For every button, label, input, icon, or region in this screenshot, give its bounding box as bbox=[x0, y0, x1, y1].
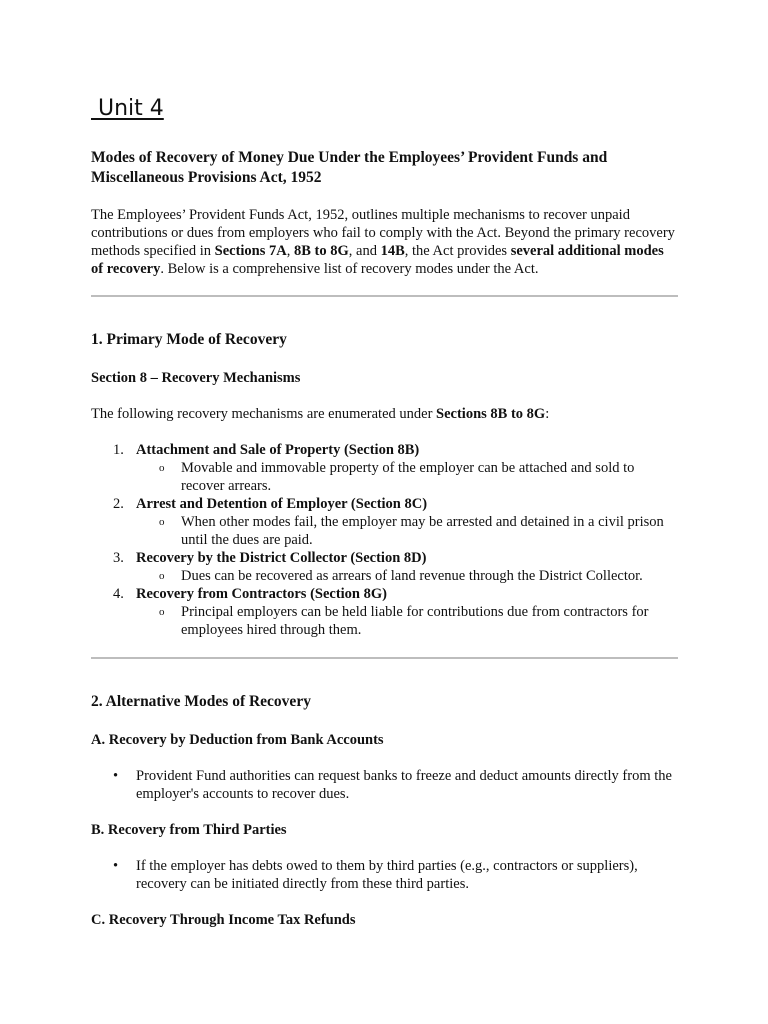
bullet-icon: • bbox=[113, 768, 119, 784]
subsection-c-heading: C. Recovery Through Income Tax Refunds bbox=[91, 912, 356, 928]
bullet-icon: • bbox=[113, 858, 119, 874]
item-title: Attachment and Sale of Property (Section 8B) bbox=[136, 442, 420, 458]
item-detail: o Dues can be recovered as arrears of land revenue through the District Collector. bbox=[159, 568, 643, 584]
item-title: Recovery from Contractors (Section 8G) bbox=[136, 586, 387, 602]
item-detail: o Movable and immovable property of the employer can be attached and sold to recover arrears. bbox=[159, 460, 635, 494]
unit-title: Unit 4 bbox=[91, 96, 164, 121]
sub-bullet-icon: o bbox=[159, 570, 165, 582]
item-title: Recovery by the District Collector (Section 8D) bbox=[136, 550, 427, 566]
list-item bbox=[91, 585, 678, 639]
list-item bbox=[91, 441, 678, 495]
section1-heading: 1. Primary Mode of Recovery bbox=[91, 331, 287, 348]
item-number: 2. bbox=[113, 496, 124, 512]
divider bbox=[91, 657, 678, 659]
list-item: • Provident Fund authorities can request banks to freeze and deduct amounts directly from the employer's accounts to recover dues. bbox=[113, 768, 672, 802]
item-number: 1. bbox=[113, 442, 124, 458]
document-title: Modes of Recovery of Money Due Under the Employees’ Provident Funds and Miscellaneous Provisions Act, 1952 bbox=[91, 149, 608, 186]
sub-bullet-icon: o bbox=[159, 516, 165, 528]
item-detail: o Principal employers can be held liable for contributions due from contractors for employees hired through them. bbox=[159, 604, 649, 638]
item-title: Arrest and Detention of Employer (Section 8C) bbox=[136, 496, 428, 512]
sub-bullet-icon: o bbox=[159, 606, 165, 618]
list-item bbox=[91, 495, 678, 549]
section1-subheading: Section 8 – Recovery Mechanisms bbox=[91, 370, 301, 386]
recovery-list bbox=[91, 441, 678, 639]
item-detail: o When other modes fail, the employer may be arrested and detained in a civil prison until the dues are paid. bbox=[159, 514, 664, 548]
list-item: • If the employer has debts owed to them by third parties (e.g., contractors or suppliers), recovery can be initiated directly from these third parties. bbox=[113, 858, 638, 892]
subsection-b-heading: B. Recovery from Third Parties bbox=[91, 822, 287, 838]
item-number: 3. bbox=[113, 550, 124, 566]
divider bbox=[91, 295, 678, 297]
section2-heading: 2. Alternative Modes of Recovery bbox=[91, 693, 311, 710]
item-number: 4. bbox=[113, 586, 124, 602]
subsection-a-heading: A. Recovery by Deduction from Bank Accounts bbox=[91, 732, 384, 748]
sub-bullet-icon: o bbox=[159, 462, 165, 474]
list-item bbox=[91, 549, 678, 585]
section1-lead: The following recovery mechanisms are enumerated under Sections 8B to 8G: bbox=[91, 406, 550, 422]
intro-paragraph: The Employees’ Provident Funds Act, 1952, outlines multiple mechanisms to recover unpaid contributions or dues from employers who fail to comply with the Act. Beyond the primary recovery methods specified in Sections 7A, 8B to 8G, and 14B, the Act provides several additional modes of recovery. Below is a comprehensive list of recovery modes under the Act. bbox=[91, 207, 675, 277]
